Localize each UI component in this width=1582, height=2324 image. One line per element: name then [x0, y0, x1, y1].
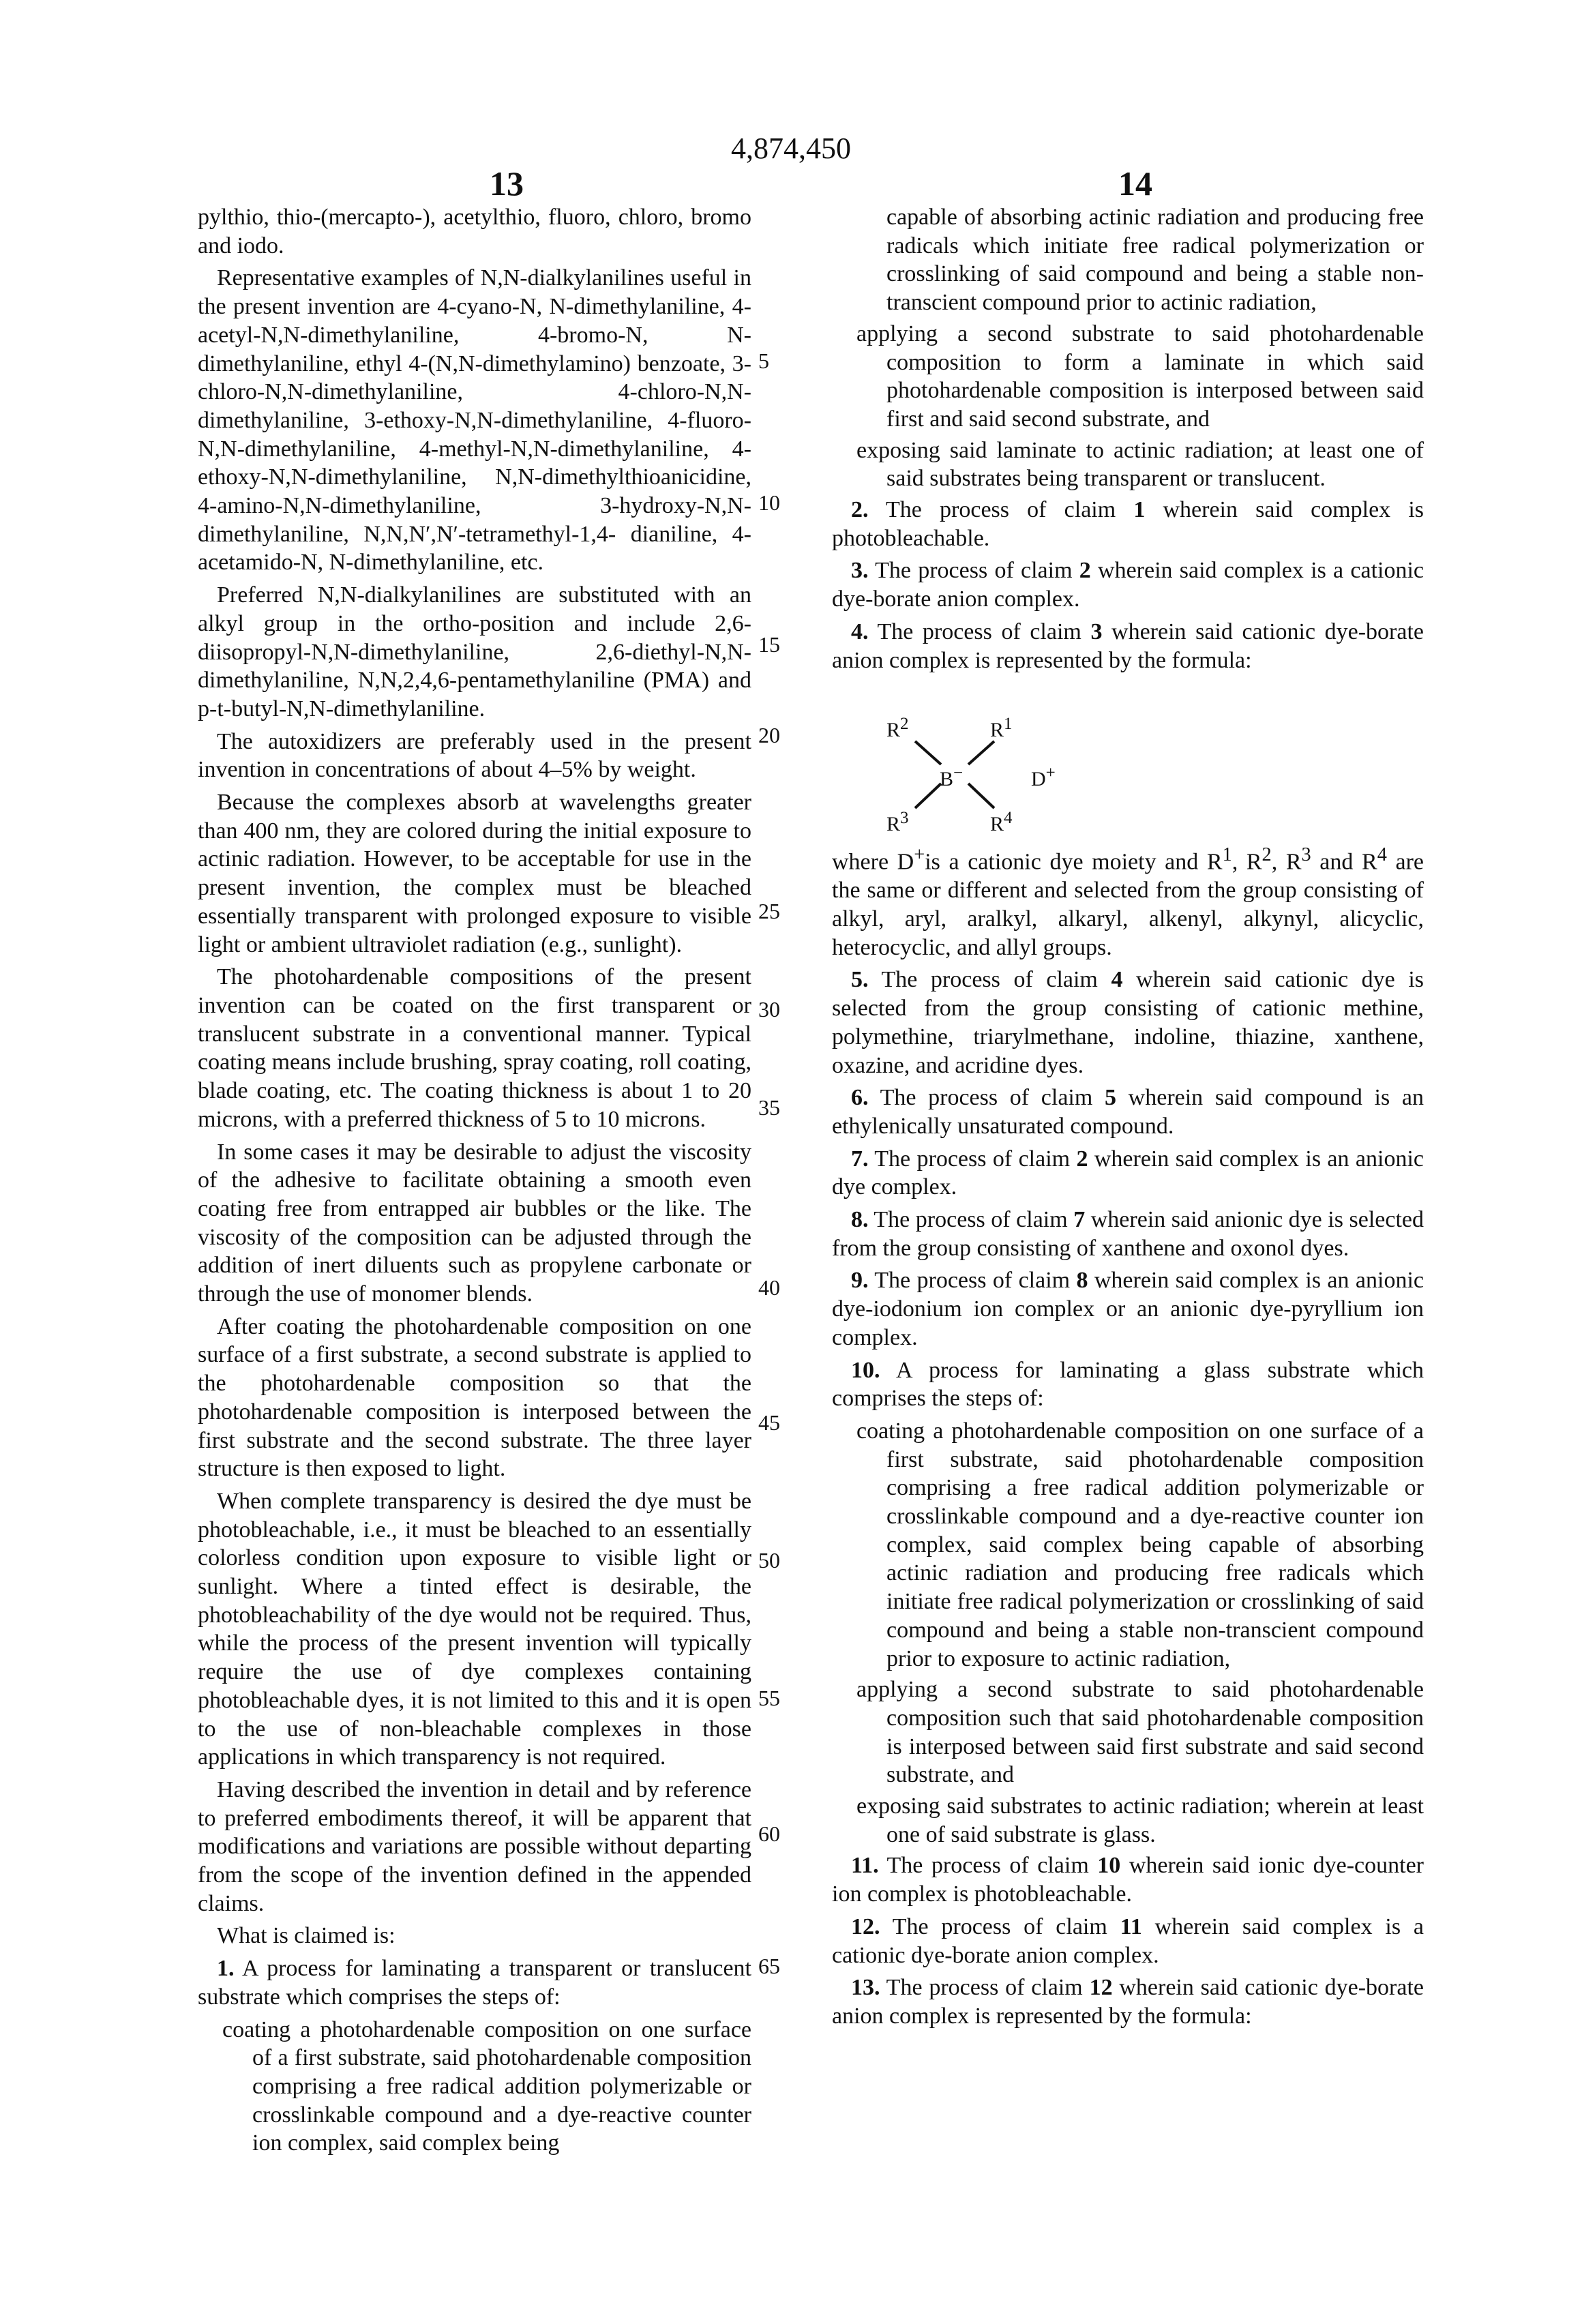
claim-step: coating a photohardenable composition on one surface of a first substrate, said photohardenable composition comprising a free radical addition polymerizable or crosslinkable compound and a dye-reactive counter ion complex, said complex being [198, 2016, 751, 2158]
line-number: 35 [758, 1095, 786, 1120]
line-number: 5 [758, 348, 786, 374]
line-number: 30 [758, 997, 786, 1022]
claim-number: 9. [851, 1268, 869, 1293]
paragraph: The photohardenable compositions of the present invention can be coated on the first transparent or translucent substrate in a conventional manner. Typical coating means include brushing, spray coating, roll coating, blade coating, etc. The coating thickness is about 1 to 20 microns, with a preferred thickness of 5 to 10 microns. [198, 963, 751, 1133]
paragraph: When complete transparency is desired the dye must be photobleachable, i.e., it must be bleached to an essentially colorless condition upon exposure to visible light or sunlight. Where a tinted effect is desirable, the photobleachability of the dye would not be required. Thus, while the process of the present invention will typically require the use of dye complexes containing photobleachable dyes, it is not limited to this and it is open to the use of non-bleachable complexes in those applications in which transparency is not required. [198, 1487, 751, 1772]
line-number: 50 [758, 1548, 786, 1573]
claim-text: The process of claim [880, 1914, 1120, 1939]
claim-text: wherein said complex is an anionic dye-iodonium ion complex or an anionic dye-pyryllium ion complex. [832, 1268, 1424, 1350]
claim-11 [832, 1851, 1424, 1908]
claim-text: wherein said complex is an anionic dye complex. [832, 1146, 1424, 1200]
line-number: 45 [758, 1410, 786, 1435]
formula-definition: where D+is a cationic dye moiety and R1, R2, R3 and R4 are the same or different and selected from the group consisting of alkyl, aryl, aralkyl, alkaryl, alkenyl, alkynyl, alicyclic, heterocyclic, and allyl groups. [832, 841, 1424, 962]
paragraph: After coating the photohardenable composition on one surface of a first substrate, a second substrate is applied to the photohardenable composition so that the photohardenable composition is interposed between the first substrate and the second substrate. The three layer structure is then exposed to light. [198, 1313, 751, 1483]
claim-5 [832, 966, 1424, 1079]
claim-number: 2. [851, 497, 869, 522]
claim-text: The process of claim [869, 619, 1091, 644]
claim-ref: 7 [1073, 1207, 1085, 1232]
claim-text: wherein said anionic dye is selected from the group consisting of xanthene and oxonol dyes. [832, 1207, 1424, 1261]
claim-text: The process of claim [869, 1268, 1077, 1293]
claim-text: wherein said complex is a cationic dye-borate anion complex. [832, 558, 1424, 612]
line-number: 15 [758, 632, 786, 657]
r4-label: R4 [990, 804, 1013, 839]
claim-text: The process of claim [869, 497, 1134, 522]
line-number: 55 [758, 1686, 786, 1711]
line-number: 25 [758, 899, 786, 924]
claim-text: wherein said ionic dye-counter ion complex is photobleachable. [832, 1853, 1424, 1907]
claim-9 [832, 1266, 1424, 1352]
claim-ref: 1 [1133, 497, 1145, 522]
claim-step: coating a photohardenable composition on one surface of a first substrate, said photohardenable composition comprising a free radical addition polymerizable or crosslinkable compound and a dye-reactive counter ion complex, said complex being capable of absorbing actinic radiation and producing free radicals which initiate free radical polymerization or crosslinking of said compound and being a stable non-transcient compound prior to exposure to actinic radiation, [832, 1417, 1424, 1673]
claim-12 [832, 1913, 1424, 1969]
claim-number: 4. [851, 619, 869, 644]
claim-ref: 8 [1076, 1268, 1088, 1293]
claim-10 [832, 1356, 1424, 1413]
claim-2 [832, 496, 1424, 552]
claim-step: exposing said laminate to actinic radiation; at least one of said substrates being transparent or translucent. [832, 436, 1424, 493]
claim-6 [832, 1084, 1424, 1140]
claim-number: 11. [851, 1853, 879, 1878]
claim-ref: 12 [1090, 1975, 1113, 2000]
claim-number: 13. [851, 1975, 880, 2000]
line-number: 10 [758, 490, 786, 516]
claim-8 [832, 1206, 1424, 1262]
claim-number: 1. [217, 1956, 235, 1981]
paragraph: Preferred N,N-dialkylanilines are substituted with an alkyl group in the ortho-position and include 2,6- diisopropyl-N,N-dimethylaniline, 2,6-diethyl-N,N-dimethylaniline, N,N,2,4,6-pentamethylaniline (PMA) and p-t-butyl-N,N-dimethylaniline. [198, 581, 751, 724]
paragraph: In some cases it may be desirable to adjust the viscosity of the adhesive to facilitate obtaining a smooth even coating free from entrapped air bubbles or the like. The viscosity of the composition can be adjusted through the addition of inert diluents such as propylene carbonate or through the use of monomer blends. [198, 1138, 751, 1309]
paragraph: pylthio, thio-(mercapto-), acetylthio, fluoro, chloro, bromo and iodo. [198, 203, 751, 260]
claim-ref: 3 [1090, 619, 1102, 644]
claim-ref: 5 [1105, 1085, 1116, 1110]
claim-step: applying a second substrate to said photohardenable composition to form a laminate in which said photohardenable composition is interposed between said first and said second substrate, and [832, 320, 1424, 434]
r1-label: R1 [990, 710, 1013, 745]
claim-text: wherein said complex is a cationic dye-borate anion complex. [832, 1914, 1424, 1968]
line-number: 40 [758, 1275, 786, 1300]
claim-3 [832, 556, 1424, 613]
right-column [832, 203, 1424, 2035]
claim-step: applying a second substrate to said photohardenable composition such that said photohardenable composition is interposed between said first substrate and said second substrate, and [832, 1675, 1424, 1789]
dye-cation-label: D+ [1031, 759, 1056, 794]
claim-number: 3. [851, 558, 869, 583]
claim-13 [832, 1973, 1424, 2030]
formula-bonds [832, 688, 1105, 831]
claim-text: A process for laminating a glass substrate which comprises the steps of: [832, 1358, 1424, 1412]
claim-number: 6. [851, 1085, 869, 1110]
line-number: 65 [758, 1954, 786, 1979]
claim-ref: 10 [1097, 1853, 1120, 1878]
claim-4 [832, 618, 1424, 674]
claim-ref: 11 [1120, 1914, 1142, 1939]
paragraph: The autoxidizers are preferably used in the present invention in concentrations of about 4–5% by weight. [198, 728, 751, 784]
claim-text: The process of claim [869, 1207, 1074, 1232]
claim-1 [198, 1954, 751, 2011]
claim-number: 7. [851, 1146, 869, 1172]
left-column [198, 203, 751, 2160]
claim-number: 5. [851, 967, 869, 992]
claim-text: The process of claim [880, 1975, 1090, 2000]
claim-step: capable of absorbing actinic radiation and producing free radicals which initiate free radical polymerization or crosslinking of said compound and being a stable non-transcient compound prior to actinic radiation, [832, 203, 1424, 317]
line-number: 60 [758, 1821, 786, 1847]
paragraph: Because the complexes absorb at wavelengths greater than 400 nm, they are colored during the initial exposure to actinic radiation. However, to be acceptable for use in the present invention, the complex must be bleached essentially transparent with prolonged exposure to visible light or ambient ultraviolet radiation (e.g., sunlight). [198, 788, 751, 959]
r3-label: R3 [886, 804, 909, 839]
column-number-left: 13 [490, 164, 524, 203]
claim-text: The process of claim [869, 1146, 1077, 1172]
patent-number: 4,874,450 [0, 131, 1582, 166]
claim-text: The process of claim [869, 558, 1079, 583]
paragraph: Having described the invention in detail and by reference to preferred embodiments thereof, it will be apparent that modifications and variations are possible without departing from the scope of the invention defined in the appended claims. [198, 1776, 751, 1918]
boron-label: B− [940, 759, 963, 794]
claim-step: exposing said substrates to actinic radiation; wherein at least one of said substrate is glass. [832, 1792, 1424, 1849]
claim-text: wherein said complex is photobleachable. [832, 497, 1424, 551]
claim-text: wherein said cationic dye-borate anion complex is represented by the formula: [832, 619, 1424, 673]
claim-number: 8. [851, 1207, 869, 1232]
column-number-right: 14 [1118, 164, 1152, 203]
claim-text: The process of claim [869, 967, 1111, 992]
claim-text: The process of claim [879, 1853, 1098, 1878]
claim-text: A process for laminating a transparent or translucent substrate which comprises the steps of: [198, 1956, 751, 2010]
claim-text: The process of claim [869, 1085, 1105, 1110]
claim-text: wherein said compound is an ethylenically unsaturated compound. [832, 1085, 1424, 1139]
borate-formula [832, 688, 1424, 831]
line-number: 20 [758, 723, 786, 748]
claim-ref: 2 [1076, 1146, 1088, 1172]
claim-text: wherein said cationic dye is selected from the group consisting of cationic methine, polymethine, triarylmethane, indoline, thiazine, xanthene, oxazine, and acridine dyes. [832, 967, 1424, 1077]
claim-number: 12. [851, 1914, 880, 1939]
claims-intro: What is claimed is: [198, 1922, 751, 1950]
paragraph: Representative examples of N,N-dialkylanilines useful in the present invention are 4-cyano-N, N-dimethylaniline, 4-acetyl-N,N-dimethylaniline, 4-bromo-N, N-dimethylaniline, ethyl 4-(N,N-dimethylamino) benzoate, 3-chloro-N,N-dimethylaniline, 4-chloro-N,N-dimethylaniline, 3-ethoxy-N,N-dimethylaniline, 4-fluoro- N,N-dimethylaniline, 4-methyl-N,N-dimethylaniline, 4-ethoxy-N,N-dimethylaniline, N,N-dimethylthioanicidine, 4-amino-N,N-dimethylaniline, 3-hydroxy-N,N-dimethylaniline, N,N,N′,N′-tetramethyl-1,4- dianiline, 4-acetamido-N, N-dimethylaniline, etc. [198, 264, 751, 577]
r2-label: R2 [886, 710, 909, 745]
claim-7 [832, 1145, 1424, 1202]
claim-ref: 4 [1111, 967, 1122, 992]
claim-ref: 2 [1079, 558, 1091, 583]
claim-number: 10. [851, 1358, 880, 1383]
claim-text: wherein said cationic dye-borate anion complex is represented by the formula: [832, 1975, 1424, 2029]
